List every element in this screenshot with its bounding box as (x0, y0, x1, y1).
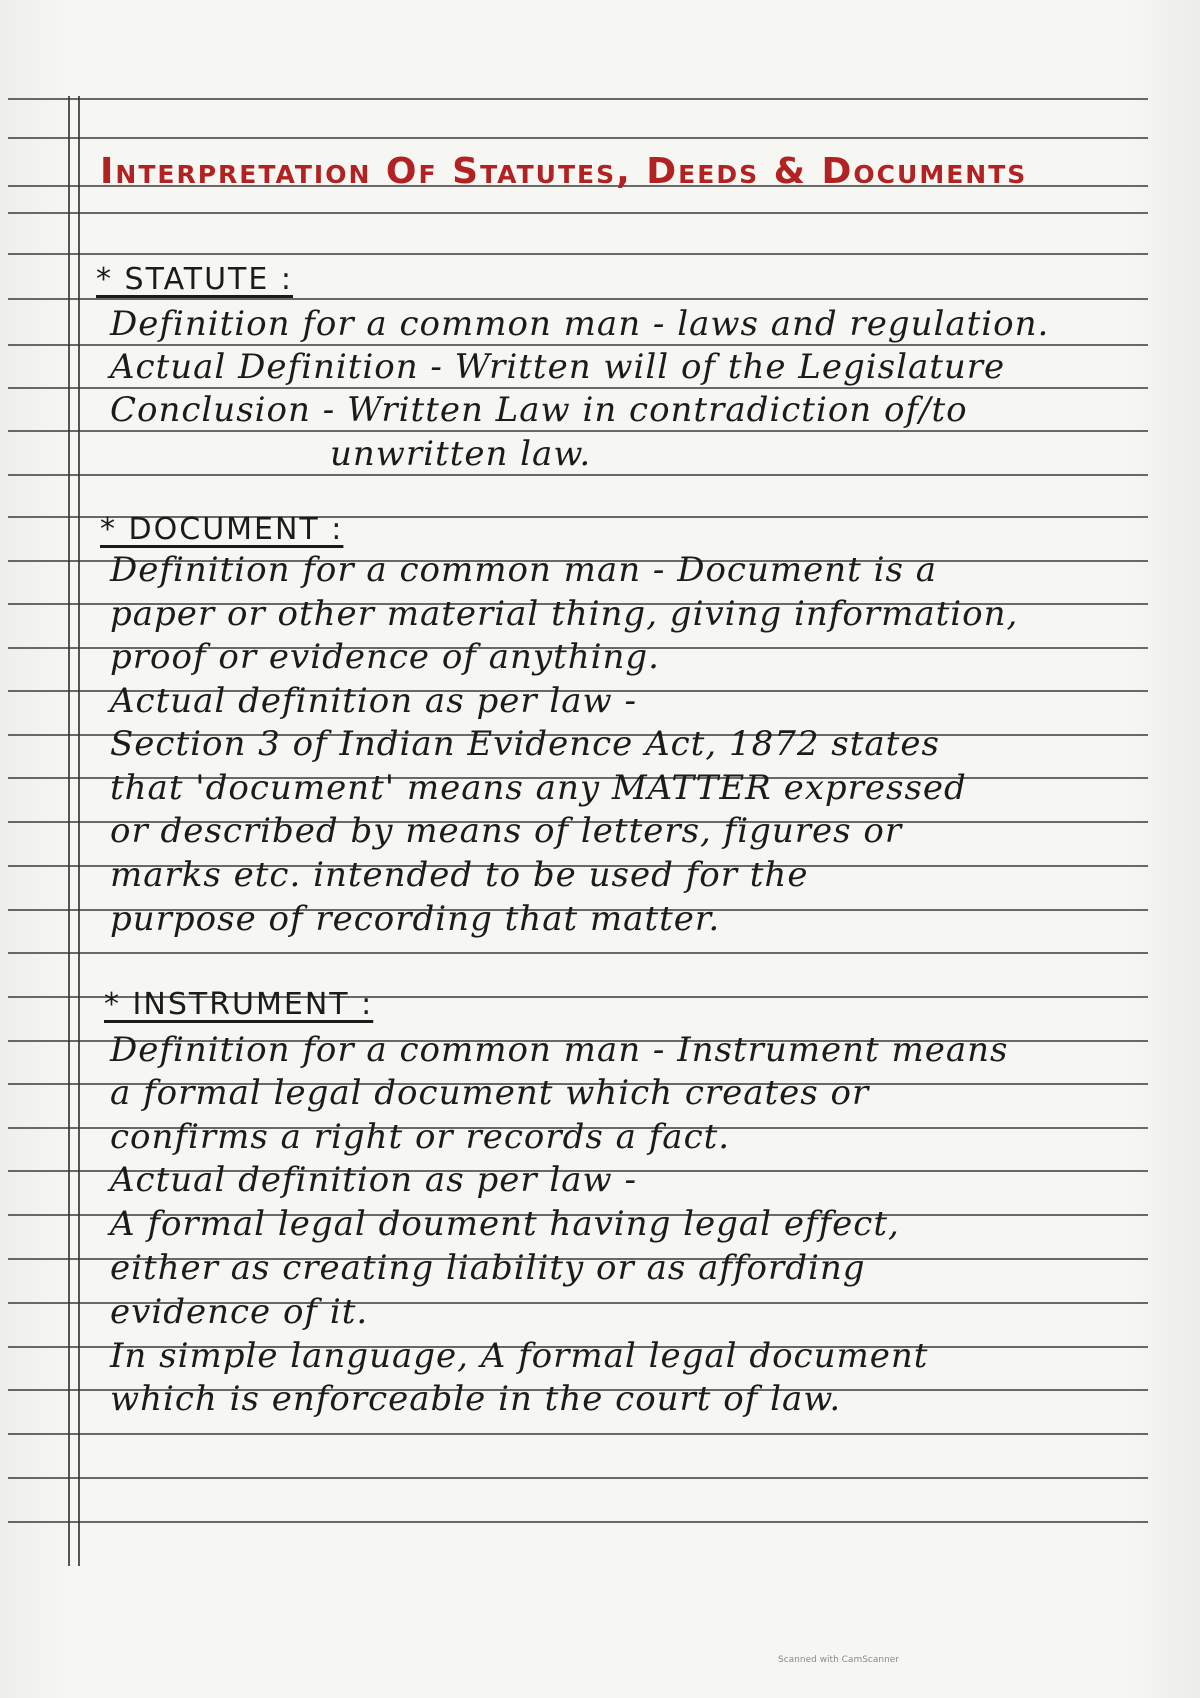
ruled-line (8, 98, 1148, 100)
instrument-line: A formal legal doument having legal effect, (110, 1204, 900, 1244)
instrument-line: evidence of it. (110, 1292, 369, 1332)
ruled-line (8, 387, 1148, 389)
ruled-line (8, 430, 1148, 432)
margin-line (68, 96, 70, 1566)
statute-line: unwritten law. (330, 434, 592, 474)
instrument-line: either as creating liability or as affording (110, 1248, 866, 1288)
statute-line: Actual Definition - Written will of the Legislature (110, 347, 1006, 387)
ruled-line (8, 253, 1148, 255)
document-line: Actual definition as per law - (110, 681, 637, 721)
instrument-line: In simple language, A formal legal document (110, 1336, 929, 1376)
ruled-line (8, 344, 1148, 346)
instrument-line: Actual definition as per law - (110, 1160, 637, 1200)
ruled-line (8, 952, 1148, 954)
scanner-watermark: Scanned with CamScanner (778, 1655, 900, 1665)
ruled-line (8, 1433, 1148, 1435)
document-heading: * DOCUMENT : (100, 512, 344, 547)
statute-line: Definition for a common man - laws and regulation. (110, 304, 1050, 344)
ruled-line (8, 474, 1148, 476)
document-line: paper or other material thing, giving information, (110, 594, 1019, 634)
document-line: proof or evidence of anything. (110, 637, 660, 677)
instrument-line: a formal legal document which creates or (110, 1073, 870, 1113)
document-line: that 'document' means any MATTER expressed (110, 768, 967, 808)
statute-line: Conclusion - Written Law in contradiction of/to (110, 390, 968, 430)
document-line: Definition for a common man - Document is a (110, 550, 937, 590)
statute-heading: * STATUTE : (96, 262, 293, 297)
ruled-line (8, 1477, 1148, 1479)
ruled-line (8, 212, 1148, 214)
document-line: Section 3 of Indian Evidence Act, 1872 states (110, 724, 940, 764)
instrument-heading: * INSTRUMENT : (104, 987, 374, 1022)
document-line: marks etc. intended to be used for the (110, 855, 809, 895)
instrument-line: confirms a right or records a fact. (110, 1117, 731, 1157)
instrument-line: Definition for a common man - Instrument means (110, 1030, 1009, 1070)
document-line: or described by means of letters, figures or (110, 811, 903, 851)
ruled-line (8, 1521, 1148, 1523)
ruled-line (8, 137, 1148, 139)
document-line: purpose of recording that matter. (110, 899, 721, 939)
margin-line (78, 96, 80, 1566)
page-title: Interpretation Of Statutes, Deeds & Documents (100, 151, 1028, 192)
instrument-line: which is enforceable in the court of law. (110, 1379, 842, 1419)
